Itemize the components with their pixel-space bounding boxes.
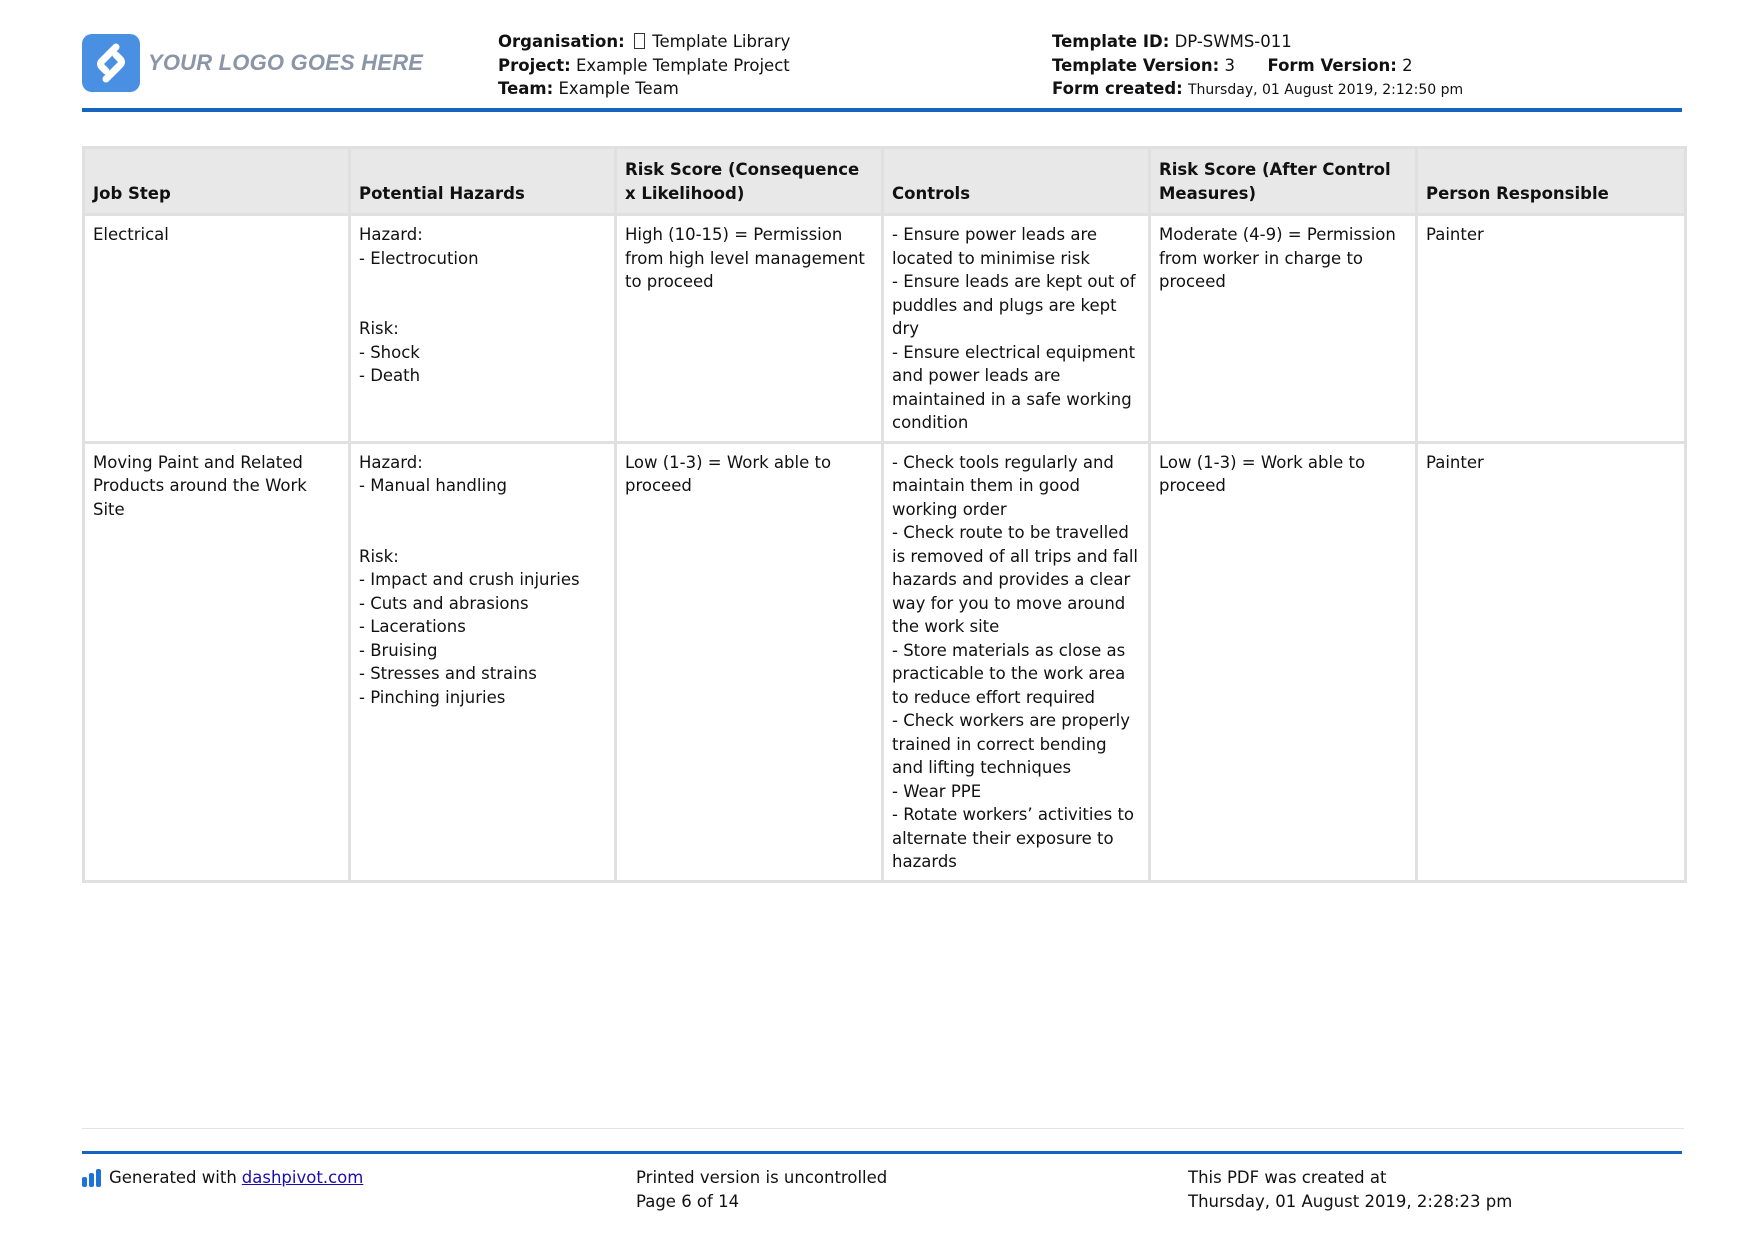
cell-risk-after: [1150, 442, 1417, 881]
cell-line: High (10-15) = Permission: [625, 225, 843, 244]
cell-line: Painter: [1426, 452, 1484, 472]
project-info: [498, 30, 790, 101]
cell-line: maintain them in good: [892, 476, 1080, 495]
cell-line: working order: [892, 499, 1007, 519]
logo-text: YOUR LOGO GOES HERE: [148, 50, 424, 75]
cell-line: Moving Paint and Related: [93, 452, 303, 472]
form-version-value: 2: [1402, 55, 1413, 75]
project-value: Example Template Project: [575, 55, 790, 75]
cell-line: - Bruising: [359, 640, 438, 660]
cell-job-step: [84, 442, 350, 881]
cell-line: [359, 498, 606, 522]
cell-line: - Pinching injuries: [359, 687, 506, 707]
cell-line: - Rotate workers’ activities to: [892, 805, 1135, 824]
template-id-line: [1052, 30, 1463, 54]
pdf-created-timestamp: Thursday, 01 August 2019, 2:28:23 pm: [1188, 1191, 1513, 1211]
cell-risk-after: [1150, 215, 1417, 443]
org-icon: [634, 33, 645, 49]
project-line: [498, 54, 790, 78]
form-created-label: Form created:: [1052, 79, 1183, 98]
cell-line: Low (1-3) = Work able to: [625, 452, 832, 472]
template-version-label: Template Version:: [1052, 55, 1220, 75]
cell-line: - Cuts and abrasions: [359, 593, 529, 613]
cell-line: Electrical: [93, 225, 169, 244]
page-header: [82, 28, 1682, 112]
template-version-value: 3: [1224, 55, 1235, 75]
cell-line: Hazard:: [359, 225, 423, 244]
cell-line: hazards and provides a clear: [892, 570, 1131, 589]
cell-line: - Ensure power leads are: [892, 225, 1098, 244]
cell-line: - Electrocution: [359, 248, 479, 268]
cell-line: Low (1-3) = Work able to: [1159, 452, 1366, 472]
cell-line: puddles and plugs are kept: [892, 295, 1117, 315]
cell-line: dry: [892, 319, 920, 338]
company-logo: [82, 34, 423, 92]
organisation-value: Template Library: [652, 32, 791, 51]
cell-line: - Wear PPE: [892, 781, 982, 801]
generated-text: Generated with: [109, 1168, 237, 1187]
cell-line: condition: [892, 413, 969, 432]
cell-line: Moderate (4-9) = Permission: [1159, 225, 1396, 244]
template-info: [1052, 30, 1463, 103]
cell-hazards: [350, 215, 616, 443]
cell-line: - Lacerations: [359, 617, 466, 636]
cell-line: Painter: [1426, 225, 1484, 244]
cell-line: - Impact and crush injuries: [359, 570, 580, 589]
footer-divider-thin: [82, 1128, 1684, 1129]
cell-line: proceed: [1159, 272, 1226, 291]
cell-line: to reduce effort required: [892, 687, 1096, 707]
column-header-job-step: Job Step: [84, 148, 350, 215]
cell-controls: [883, 442, 1150, 881]
cell-line: Hazard:: [359, 452, 423, 472]
table-row: [84, 215, 1686, 443]
page-number: Page 6 of 14: [636, 1191, 740, 1211]
cell-line: - Stresses and strains: [359, 664, 537, 683]
dashpivot-link[interactable]: dashpivot.com: [241, 1168, 364, 1187]
template-id-label: Template ID:: [1052, 32, 1170, 51]
cell-line: practicable to the work area: [892, 664, 1126, 683]
version-line: [1052, 54, 1463, 78]
template-id-value: DP-SWMS-011: [1174, 32, 1292, 51]
column-header-hazards: Potential Hazards: [350, 148, 616, 215]
cell-line: - Ensure electrical equipment: [892, 342, 1136, 362]
cell-line: alternate their exposure to: [892, 828, 1114, 848]
cell-line: proceed: [625, 476, 692, 495]
pdf-created-label: This PDF was created at: [1188, 1168, 1387, 1187]
generated-with: [82, 1166, 363, 1190]
cell-line: [359, 294, 606, 318]
pdf-created: [1188, 1166, 1512, 1213]
cell-line: - Store materials as close as: [892, 640, 1126, 660]
dashpivot-bars-icon: [82, 1169, 101, 1187]
swms-table: [82, 146, 1687, 883]
cell-controls: [883, 215, 1150, 443]
column-header-controls: Controls: [883, 148, 1150, 215]
cell-line: Risk:: [359, 546, 399, 566]
cell-hazards: [350, 442, 616, 881]
cell-line: Site: [93, 499, 125, 519]
cell-line: and lifting techniques: [892, 758, 1072, 777]
logo-mark-icon: [82, 34, 140, 92]
cell-line: - Check tools regularly and: [892, 452, 1114, 472]
table-row: [84, 442, 1686, 881]
cell-line: from high level management: [625, 248, 865, 268]
cell-line: Risk:: [359, 319, 399, 338]
footer-divider: [82, 1151, 1682, 1154]
cell-risk-score: [616, 215, 883, 443]
cell-person: [1417, 442, 1686, 881]
cell-line: to proceed: [625, 272, 714, 291]
cell-line: is removed of all trips and fall: [892, 546, 1139, 566]
column-header-risk-after: Risk Score (After Control Measures): [1150, 148, 1417, 215]
cell-line: maintained in a safe working: [892, 389, 1132, 409]
cell-line: [359, 270, 606, 294]
cell-line: [359, 521, 606, 545]
cell-line: - Manual handling: [359, 476, 508, 495]
form-created-value: Thursday, 01 August 2019, 2:12:50 pm: [1188, 82, 1464, 98]
printed-uncontrolled: Printed version is uncontrolled: [636, 1168, 888, 1187]
table-header-row: [84, 148, 1686, 215]
cell-person: [1417, 215, 1686, 443]
cell-line: - Shock: [359, 342, 420, 362]
cell-line: proceed: [1159, 476, 1226, 495]
cell-line: located to minimise risk: [892, 248, 1090, 268]
cell-job-step: [84, 215, 350, 443]
team-line: [498, 77, 790, 101]
cell-line: - Check route to be travelled: [892, 523, 1129, 542]
cell-line: trained in correct bending: [892, 734, 1107, 754]
team-value: Example Team: [558, 79, 679, 98]
form-version-label: Form Version:: [1267, 55, 1397, 75]
cell-line: - Ensure leads are kept out of: [892, 272, 1136, 291]
cell-line: Products around the Work: [93, 476, 307, 495]
cell-line: and power leads are: [892, 366, 1061, 385]
column-header-risk-score: Risk Score (Consequence x Likelihood): [616, 148, 883, 215]
organisation-label: Organisation:: [498, 32, 625, 51]
column-header-person: Person Responsible: [1417, 148, 1686, 215]
cell-line: from worker in charge to: [1159, 248, 1364, 268]
team-label: Team:: [498, 79, 554, 98]
header-divider: [82, 108, 1682, 112]
organisation-line: [498, 30, 790, 54]
cell-line: - Check workers are properly: [892, 711, 1130, 730]
project-label: Project:: [498, 55, 571, 75]
cell-line: hazards: [892, 852, 957, 871]
cell-risk-score: [616, 442, 883, 881]
cell-line: - Death: [359, 366, 421, 385]
form-created-line: [1052, 77, 1463, 103]
cell-line: the work site: [892, 617, 1000, 636]
cell-line: way for you to move around: [892, 593, 1126, 613]
print-notice: [636, 1166, 887, 1213]
